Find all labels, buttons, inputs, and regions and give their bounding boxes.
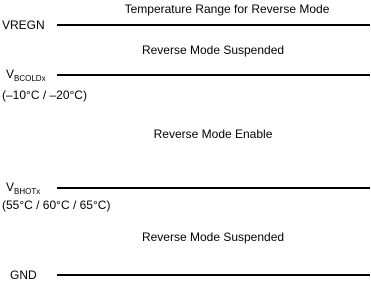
vbcold-range: (–10°C / –20°C): [2, 88, 87, 102]
vbcold-label: [6, 67, 46, 86]
vbhot-label: [6, 180, 40, 199]
upper-region-label: Reverse Mode Suspended: [141, 43, 285, 57]
vbhot-label-subscript: BHOTx: [14, 187, 41, 196]
lower-region-label: Reverse Mode Suspended: [141, 230, 285, 244]
vregn-line: [57, 24, 370, 26]
gnd-line: [57, 274, 370, 276]
vbcold-line: [57, 74, 370, 76]
vbhot-range: (55°C / 60°C / 65°C): [2, 198, 111, 212]
vbhot-line: [57, 187, 370, 189]
diagram-title: Temperature Range for Reverse Mode: [124, 2, 330, 16]
gnd-label: GND: [10, 268, 37, 282]
vbcold-label-main: V: [6, 67, 15, 81]
middle-region-label: Reverse Mode Enable: [153, 127, 273, 141]
vbhot-label-main: V: [6, 180, 15, 194]
vregn-label: VREGN: [2, 18, 45, 32]
vbcold-label-subscript: BCOLDx: [14, 74, 46, 83]
